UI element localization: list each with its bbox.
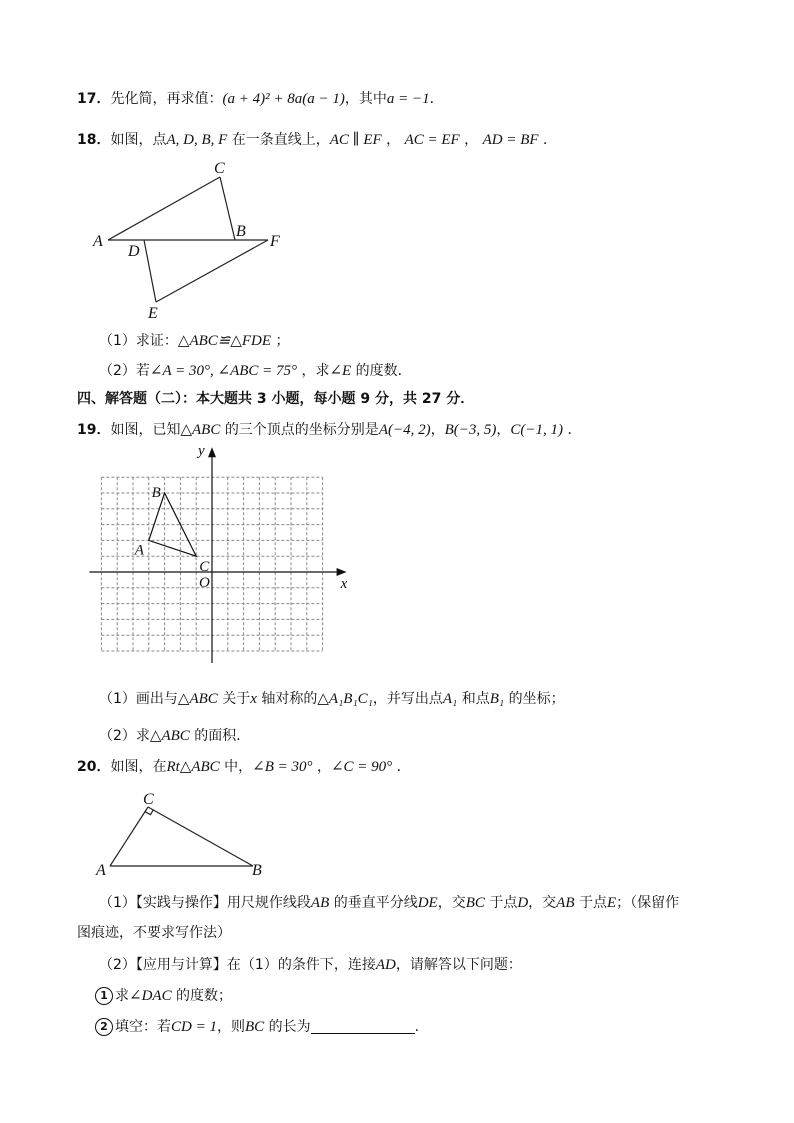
circled-number-1: 1 bbox=[95, 987, 113, 1005]
question-17: 17．先化简，再求值：(a + 4)² + 8a(a − 1)，其中a = −1． bbox=[77, 91, 444, 107]
y-axis-label: y bbox=[198, 443, 205, 460]
segment-de bbox=[144, 240, 156, 302]
x-axis-label: x bbox=[340, 576, 348, 592]
answer-blank[interactable] bbox=[311, 1019, 415, 1034]
label-b: B bbox=[151, 485, 161, 501]
label-e: E bbox=[148, 305, 158, 322]
label-a: A bbox=[134, 542, 144, 559]
q20-sub2: （2）【应用与计算】在（1）的条件下，连接AD，请解答以下问题： bbox=[99, 957, 522, 973]
segment-ac bbox=[108, 177, 220, 240]
label-c: C bbox=[214, 160, 225, 177]
circled-number-2: 2 bbox=[95, 1018, 113, 1036]
question-18: 18．如图，点A, D, B, F 在一条直线上，AC ∥ EF ， AC = EF ， AD = BF ． bbox=[77, 132, 558, 148]
q20-item2: 2 填空：若CD = 1，则BC 的长为 . bbox=[95, 1017, 419, 1037]
origin-label: O bbox=[199, 575, 210, 591]
label-f: F bbox=[270, 233, 280, 250]
q18-figure bbox=[90, 155, 300, 325]
q20-figure bbox=[90, 787, 280, 882]
segment-ef bbox=[156, 240, 268, 302]
q18-sub1: （1）求证：△ABC≌△FDE ； bbox=[99, 333, 290, 349]
question-20: 20．如图，在Rt△ABC 中，∠B = 30° ，∠C = 90° ． bbox=[77, 759, 411, 775]
y-axis-arrow bbox=[208, 447, 216, 457]
label-b: B bbox=[236, 223, 246, 240]
q20-item1: 1 求∠DAC 的度数； bbox=[95, 986, 232, 1006]
segment-cb bbox=[148, 807, 253, 866]
q20-sub1-cont: 图痕迹，不要求写作法） bbox=[77, 925, 231, 941]
q19-sub2: （2）求△ABC 的面积． bbox=[99, 728, 251, 744]
label-c: C bbox=[199, 559, 210, 576]
q20-sub1: （1）【实践与操作】用尺规作线段AB 的垂直平分线DE，交BC 于点D，交AB 于点E；（保留作 bbox=[99, 895, 680, 911]
q18-sub2: （2）若∠A = 30°, ∠ABC = 75° ，求∠E 的度数． bbox=[99, 363, 412, 379]
question-19: 19．如图，已知△ABC 的三个顶点的坐标分别是A(−4, 2)，B(−3, 5)，C(−1, 1) ． bbox=[77, 422, 582, 438]
segment-cb bbox=[220, 177, 235, 240]
label-a: A bbox=[93, 233, 103, 250]
section-heading: 四、解答题（二）：本大题共 3 小题，每小题 9 分，共 27 分． bbox=[77, 391, 475, 407]
x-axis-arrow bbox=[337, 568, 347, 576]
right-angle-mark bbox=[145, 810, 153, 815]
label-d: D bbox=[128, 243, 140, 260]
segment-ac bbox=[110, 807, 148, 866]
label-c: C bbox=[143, 791, 154, 808]
q19-coordinate-grid bbox=[90, 443, 350, 675]
q19-sub1: （1）画出与△ABC 关于x 轴对称的△A₁B₁C₁，并写出点A₁ 和点B₁ 的坐标； bbox=[99, 691, 565, 707]
label-a: A bbox=[96, 862, 106, 879]
label-b: B bbox=[252, 862, 262, 879]
